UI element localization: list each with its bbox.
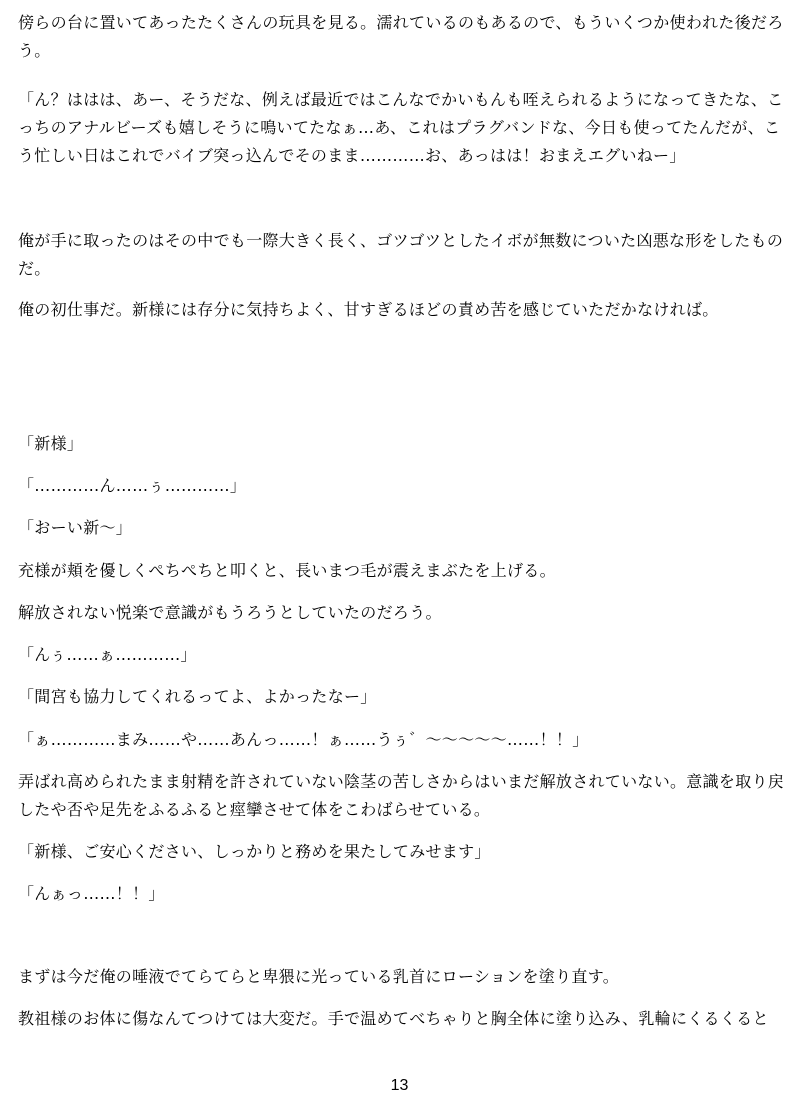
paragraph-2: 「ん？ははは、あー、そうだな、例えば最近ではこんなでかいもんも咥えられるようになってきたな、こっちのアナルビーズも嬉しそうに鳴いてたなぁ…あ、これはプラグバンドな、今日も使ってたんだが、こう忙しい日はこれでバイブ突っ込んでそのまま…………お、あっはは！おまえエグいねー」	[18, 90, 784, 165]
paragraph-7: 「おーい新〜」	[18, 518, 133, 537]
paragraph-10: 「んぅ……ぁ…………」	[18, 645, 197, 664]
paragraph-1: 傍らの台に置いてあったたくさんの玩具を見る。濡れているのもあるので、もういくつか使われた後だろう。	[18, 13, 784, 60]
paragraph-13: 弄ばれ高められたまま射精を許されていない陰茎の苦しさからはいまだ解放されていない。意識を取り戻したや否や足先をふるふると痙攣させて体をこわばらせている。	[18, 772, 785, 819]
paragraph-17: 教祖様のお体に傷なんてつけては大変だ。手で温めてべちゃりと胸全体に塗り込み、乳輪にくるくると	[18, 1009, 769, 1028]
paragraph-8: 充様が頬を優しくぺちぺちと叩くと、長いまつ毛が震えまぶたを上げる。	[18, 561, 556, 580]
paragraph-6: 「…………ん……ぅ…………」	[18, 476, 247, 495]
paragraph-15: 「んぁっ……！！」	[18, 884, 165, 903]
paragraph-12: 「ぁ…………まみ……や……あんっ……！ぁ……うぅ゛〜〜〜〜〜……！！」	[18, 730, 589, 749]
paragraph-3: 俺が手に取ったのはその中でも一際大きく長く、ゴツゴツとしたイボが無数についた凶悪な形をしたものだ。	[18, 231, 784, 278]
paragraph-4: 俺の初仕事だ。新様には存分に気持ちよく、甘すぎるほどの責め苦を感じていただかなければ。	[18, 300, 719, 319]
paragraph-11: 「間宮も協力してくれるってよ、よかったなー」	[18, 687, 377, 706]
paragraph-5: 「新様」	[18, 434, 84, 453]
page-number: 13	[390, 1077, 409, 1094]
paragraph-14: 「新様、ご安心ください、しっかりと務めを果たしてみせます」	[18, 842, 491, 861]
paragraph-16: まずは今だ俺の唾液でてらてらと卑猥に光っている乳首にローションを塗り直す。	[18, 967, 620, 986]
paragraph-9: 解放されない悦楽で意識がもうろうとしていたのだろう。	[18, 603, 442, 622]
